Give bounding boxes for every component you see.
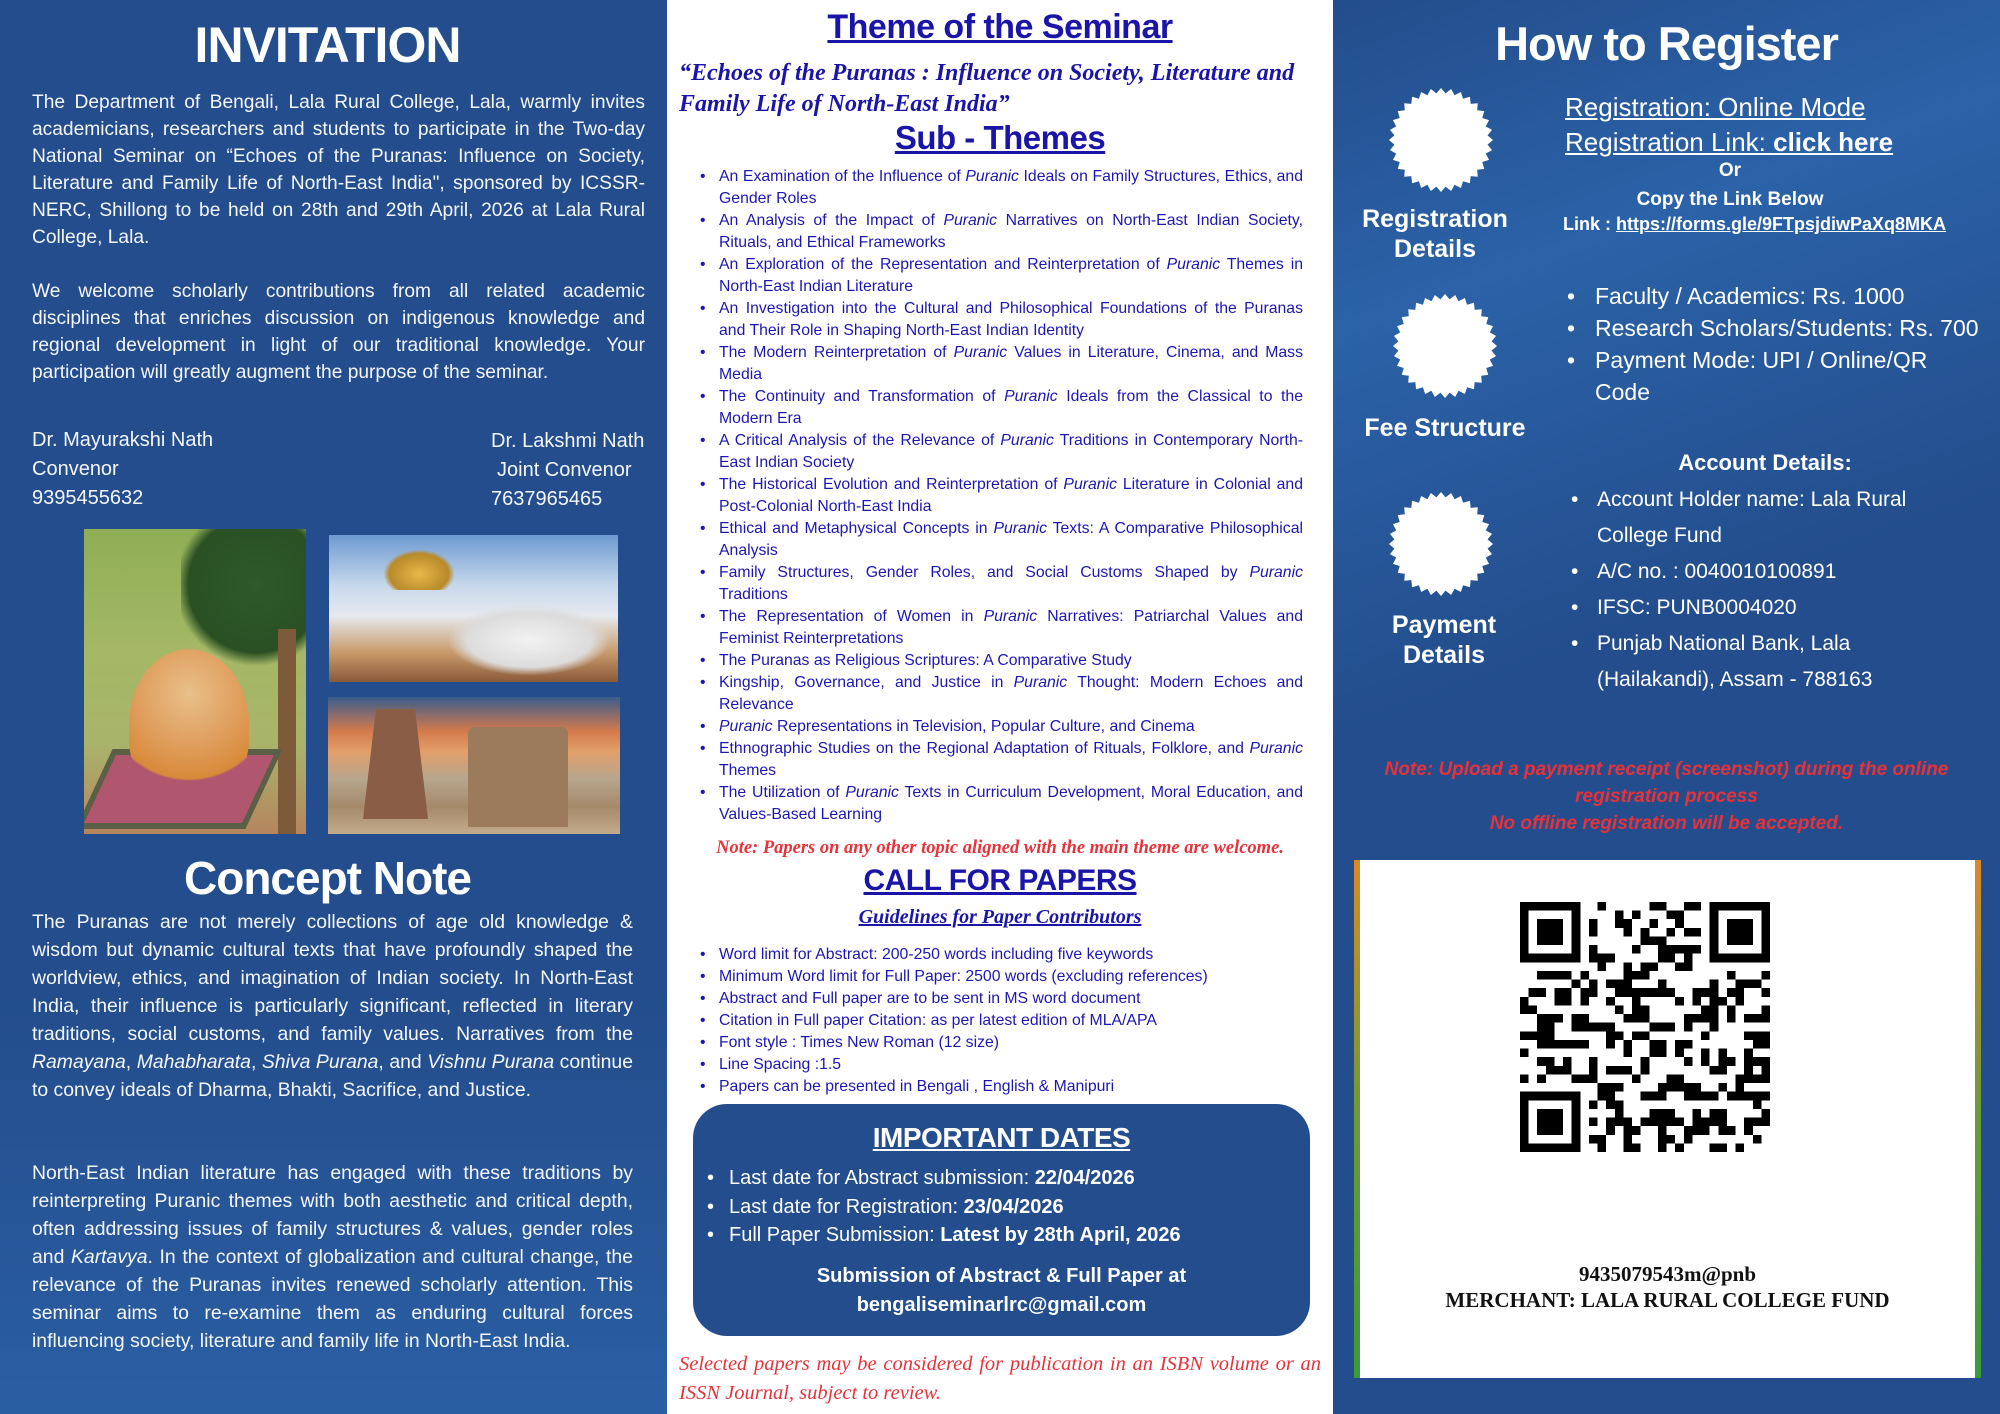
registration-url-line: Link : https://forms.gle/9FTpsjdiwPaXq8MKA <box>1563 214 1947 234</box>
joint-convenor-phone: 7637965465 <box>491 488 603 510</box>
fee-list <box>1565 280 1985 408</box>
subtheme-item: • Ethical and Metaphysical Concepts in Puranic Texts: A Comparative Philosophical Analysis <box>697 518 1303 562</box>
merchant-name: MERCHANT: LALA RURAL COLLEGE FUND <box>1445 1288 1890 1312</box>
publication-note: Selected papers may be considered for publication in an ISBN volume or an ISSN Journal, subject to review. <box>679 1353 1321 1404</box>
qr-code-icon[interactable] <box>1520 882 1770 1172</box>
subtheme-item: • Kingship, Governance, and Justice in Puranic Thought: Modern Echoes and Relevance <box>697 672 1303 716</box>
seal-badge-icon <box>1393 294 1497 398</box>
account-detail-item: • IFSC: PUNB0004020 <box>1567 590 1967 626</box>
temple-photo <box>328 697 620 834</box>
subtheme-item: • Family Structures, Gender Roles, and Social Customs Shaped by Puranic Traditions <box>697 562 1303 606</box>
or-label: Or <box>1718 160 1742 181</box>
joint-convenor-block <box>491 427 644 514</box>
call-for-papers-title: CALL FOR PAPERS <box>863 864 1137 897</box>
theme-text: “Echoes of the Puranas : Influence on Society, Literature and Family Life of North-East India” <box>679 60 1295 117</box>
qr-payment-card <box>1354 860 1981 1378</box>
invitation-panel <box>0 0 667 1414</box>
fee-item: • Research Scholars/Students: Rs. 700 <box>1565 312 1985 344</box>
subtheme-item: • The Continuity and Transformation of Puranic Ideals from the Classical to the Modern Era <box>697 386 1303 430</box>
subtheme-item: • An Investigation into the Cultural and Philosophical Foundations of the Puranas and Their Role in Shaping North-East Indian Identity <box>697 298 1303 342</box>
copy-link-label: Copy the Link Below <box>1636 189 1824 210</box>
subtheme-item: • The Modern Reinterpretation of Puranic Values in Literature, Cinema, and Mass Media <box>697 342 1303 386</box>
guideline-item: • Line Spacing :1.5 <box>697 1054 1303 1076</box>
seal-badge-icon <box>1389 492 1493 596</box>
invitation-title: INVITATION <box>194 17 461 73</box>
guideline-item: • Papers can be presented in Bengali , English & Manipuri <box>697 1076 1303 1098</box>
guideline-item: • Font style : Times New Roman (12 size) <box>697 1032 1303 1054</box>
subtheme-item: • An Analysis of the Impact of Puranic Narratives on North-East Indian Society, Rituals, and Ethical Frameworks <box>697 210 1303 254</box>
guideline-item: • Minimum Word limit for Full Paper: 2500 words (excluding references) <box>697 966 1303 988</box>
seal-badge-icon <box>1389 88 1493 192</box>
account-detail-item: • Account Holder name: Lala Rural College Fund <box>1567 482 1967 554</box>
subthemes-title: Sub - Themes <box>894 119 1106 156</box>
subtheme-item: • Ethnographic Studies on the Regional Adaptation of Rituals, Folklore, and Puranic Themes <box>697 738 1303 782</box>
joint-convenor-role: Joint Convenor <box>497 459 632 481</box>
theme-title: Theme of the Seminar <box>827 8 1173 46</box>
guideline-item: • Word limit for Abstract: 200-250 words including five keywords <box>697 944 1303 966</box>
registration-link-line[interactable]: Registration Link: click here <box>1565 127 1894 157</box>
account-details-list <box>1567 482 1967 698</box>
account-detail-item: • Punjab National Bank, Lala (Hailakandi), Assam - 788163 <box>1567 626 1967 698</box>
concept-note-title: Concept Note <box>184 852 471 904</box>
fee-item: • Payment Mode: UPI / Online/QR Code <box>1565 344 1985 408</box>
upi-id: 9435079543m@pnb <box>1578 1262 1757 1286</box>
guideline-item: • Citation in Full paper Citation: as per latest edition of MLA/APA <box>697 1010 1303 1032</box>
sage-writing-painting <box>84 529 306 834</box>
convenor-role: Convenor <box>32 458 119 480</box>
registration-mode: Registration: Online Mode <box>1565 92 1866 122</box>
submission-email[interactable]: bengaliseminarlrc@gmail.com <box>856 1294 1147 1316</box>
subtheme-item: • A Critical Analysis of the Relevance of Puranic Traditions in Contemporary North-East Indian Society <box>697 430 1303 474</box>
convenor-name: Dr. Mayurakshi Nath <box>32 429 214 451</box>
convenor-block <box>32 426 213 513</box>
subtheme-item: • The Puranas as Religious Scriptures: A Comparative Study <box>697 650 1303 672</box>
important-date-item: • Last date for Registration: 23/04/2026 <box>703 1193 1293 1222</box>
subtheme-item: • The Utilization of Puranic Texts in Curriculum Development, Moral Education, and Values-Based Learning <box>697 782 1303 826</box>
important-dates-list <box>703 1164 1293 1250</box>
subtheme-item: • Puranic Representations in Television, Popular Culture, and Cinema <box>697 716 1303 738</box>
important-date-item: • Last date for Abstract submission: 22/04/2026 <box>703 1164 1293 1193</box>
guidelines-list <box>697 944 1303 1098</box>
registration-info <box>1565 90 1995 160</box>
click-here-link[interactable]: click here <box>1773 127 1894 157</box>
important-dates-box <box>693 1104 1310 1336</box>
subtheme-item: • The Representation of Women in Puranic Narratives: Patriarchal Values and Feminist Reinterpretations <box>697 606 1303 650</box>
concept-note-paragraph-2: North-East Indian literature has engaged with these traditions by reinterpreting Puranic themes with both aesthetic and critical depth, often addressing issues of family structures & values, gender roles and Kartavya. In the context of globalization and cultural change, the relevance of the Puranas invites renewed scholarly attention. This seminar aims to re-examine them as enduring cultural forces influencing society, literature and family life in North-East India. <box>32 1162 633 1352</box>
subtheme-item: • The Historical Evolution and Reinterpretation of Puranic Literature in Colonial and Post-Colonial North-East India <box>697 474 1303 518</box>
subtheme-item: • An Exploration of the Representation and Reinterpretation of Puranic Themes in North-East Indian Literature <box>697 254 1303 298</box>
theme-panel <box>667 0 1333 1414</box>
convenor-phone: 9395455632 <box>32 487 144 509</box>
registration-url-link[interactable]: https://forms.gle/9FTpsjdiwPaXq8MKA <box>1616 214 1947 234</box>
register-panel <box>1333 0 2000 1414</box>
payment-details-label: Payment Details <box>1391 611 1497 669</box>
chariot-painting <box>329 535 618 682</box>
joint-convenor-name: Dr. Lakshmi Nath <box>491 430 645 452</box>
concept-note-paragraph-1: The Puranas are not merely collections of age old knowledge & wisdom but dynamic cultural texts that have profoundly shaped the worldview, ethics, and imagination of Indian society. In North-East India, their influence is particularly significant, reflected in literary traditions, social customs, and family values. Narratives from the Ramayana, Mahabharata, Shiva Purana, and Vishnu Purana continue to convey ideals of Dharma, Bhakti, Sacrifice, and Justice. <box>32 911 633 1101</box>
invitation-paragraph-2: We welcome scholarly contributions from all related academic disciplines that enriches discussion on indigenous knowledge and regional development in light of our traditional knowledge. Your participation will greatly augment the purpose of the seminar. <box>32 281 645 383</box>
fee-structure-label: Fee Structure <box>1364 414 1526 442</box>
account-detail-item: • A/C no. : 0040010100891 <box>1567 554 1967 590</box>
registration-note: Note: Upload a payment receipt (screenshot) during the online registration process No offline registration will be accepted. <box>1384 759 1949 834</box>
registration-details-label: Registration Details <box>1362 205 1508 263</box>
guideline-item: • Abstract and Full paper are to be sent in MS word document <box>697 988 1303 1010</box>
guidelines-title: Guidelines for Paper Contributors <box>858 906 1142 928</box>
subthemes-note: Note: Papers on any other topic aligned with the main theme are welcome. <box>716 838 1284 858</box>
submission-info <box>693 1262 1310 1320</box>
important-dates-title: IMPORTANT DATES <box>872 1122 1131 1153</box>
account-details-title: Account Details: <box>1678 450 1852 475</box>
important-date-item: • Full Paper Submission: Latest by 28th April, 2026 <box>703 1221 1293 1250</box>
fee-item: • Faculty / Academics: Rs. 1000 <box>1565 280 1985 312</box>
subtheme-item: • An Examination of the Influence of Puranic Ideals on Family Structures, Ethics, and Gender Roles <box>697 166 1303 210</box>
subthemes-list <box>697 166 1303 826</box>
submission-line: Submission of Abstract & Full Paper at <box>816 1265 1187 1287</box>
register-title: How to Register <box>1495 17 1838 70</box>
invitation-paragraph-1: The Department of Bengali, Lala Rural College, Lala, warmly invites academicians, researchers and students to participate in the Two-day National Seminar on “Echoes of the Puranas: Influence on Society, Literature and Family Life of North-East India", sponsored by ICSSR-NERC, Shillong to be held on 28th and 29th April, 2026 at Lala Rural College, Lala. <box>32 92 645 248</box>
